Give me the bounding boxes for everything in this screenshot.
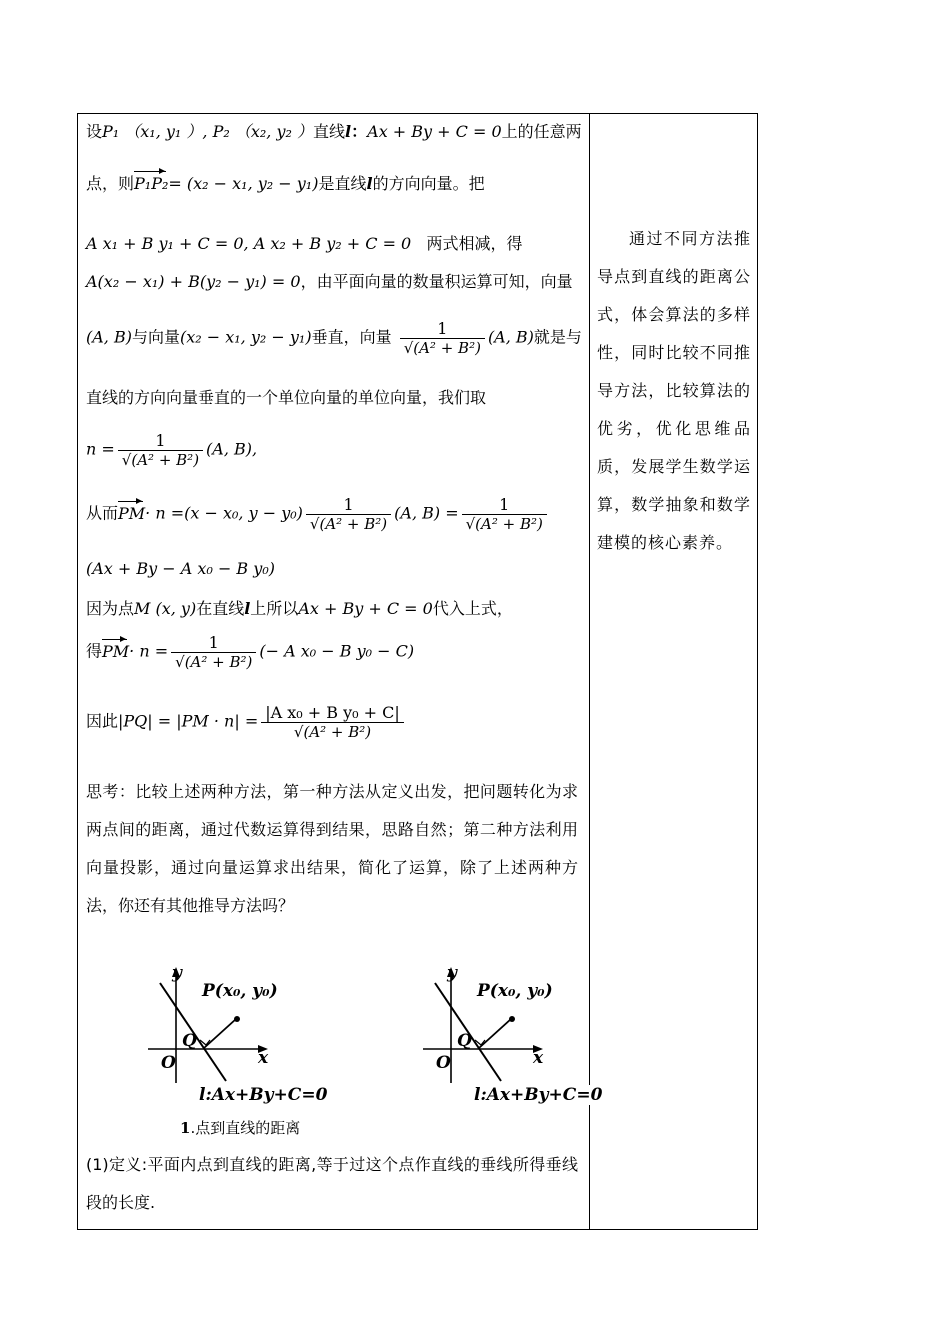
line-11: 得PM· n = $\frac{1}{\text{√(A² + B²)}}$ (− A x₀ − B y₀ − C) [86, 633, 415, 671]
fraction: $\frac{1}{\text{√(A² + B²)}}$ [462, 495, 547, 533]
right-column [597, 220, 751, 562]
fraction: $\frac{1}{\text{√(A² + B²)}}$ [118, 431, 203, 469]
line-3: A x₁ + B y₁ + C = 0, A x₂ + B y₂ + C = 0 两式相减，得 [86, 234, 523, 253]
fraction: $\frac{\text{|A x₀ + B y₀ + C|}}{\text{√(A² + B²)}}$ [261, 703, 404, 741]
perpendicular-segment [479, 1019, 511, 1048]
fig-right-q-label: Q [457, 1031, 472, 1051]
point-p [234, 1016, 240, 1022]
fig-left-line-label: l:Ax+By+C=0 [199, 1085, 328, 1105]
line-7: n = $\frac{1}{\text{√(A² + B²)}}$ (A, B), [86, 431, 258, 469]
fig-left-x-label: x [258, 1048, 269, 1068]
fig-left-q-label: Q [182, 1031, 197, 1051]
fig-right-origin-label: O [436, 1053, 451, 1073]
fig-right-y-label: y [447, 963, 457, 983]
line-5: (A, B)与向量(x₂ − x₁, y₂ − y₁)垂直，向量 $\frac{1}{\text{√(A² + B²)}}$ (A, B)就是与 [86, 319, 582, 357]
fig-left-p-label: P(x₀, y₀) [202, 981, 278, 1001]
fig-left-y-label: y [172, 963, 182, 983]
fraction: $\frac{1}{\text{√(A² + B²)}}$ [306, 495, 391, 533]
line-1: 设P₁ （x₁, y₁ ）, P₂ （x₂, y₂ ）直线l：Ax + By + C = 0上的任意两 [86, 122, 582, 141]
fig-right-p-label: P(x₀, y₀) [477, 981, 553, 1001]
line-2: 点，则P₁P₂= (x₂ − x₁, y₂ − y₁)是直线l的方向向量。把 [86, 174, 485, 193]
fraction: $\frac{1}{\text{√(A² + B²)}}$ [171, 633, 256, 671]
think-paragraph: 思考：比较上述两种方法，第一种方法从定义出发，把问题转化为求两点间的距离，通过代数运算得到结果，思路自然；第二种方法利用向量投影，通过向量运算求出结果，简化了运算，除了上述两种方法，你还有其他推导方法吗？ [86, 782, 578, 915]
perpendicular-segment [204, 1019, 236, 1048]
vector-pm: PM [118, 503, 146, 523]
line-9: (Ax + By − A x₀ − B y₀) [86, 559, 275, 578]
fig-right-x-label: x [533, 1048, 544, 1068]
fraction: $\frac{1}{\text{√(A² + B²)}}$ [400, 319, 485, 357]
point-p [509, 1016, 515, 1022]
line-10: 因为点M (x, y)在直线l上所以Ax + By + C = 0代入上式， [86, 599, 513, 618]
line-6: 直线的方向向量垂直的一个单位向量的单位向量，我们取 [86, 388, 487, 407]
vector-p1p2: P₁P₂ [134, 174, 169, 193]
line-8: 从而PM· n =(x − x₀, y − y₀) $\frac{1}{\text{√(A² + B²)}}$ (A, B) = $\frac{1}{\text{√(A² + B²)}}$ [86, 495, 550, 533]
fig-right-line-label: l:Ax+By+C=0 [474, 1085, 603, 1105]
column-divider [589, 113, 590, 1230]
line-4: A(x₂ − x₁) + B(y₂ − y₁) = 0，由平面向量的数量积运算可知，向量 [86, 272, 573, 291]
vector-pm: PM [102, 641, 130, 661]
fig-left-origin-label: O [161, 1053, 176, 1073]
definition-paragraph: (1)定义:平面内点到直线的距离,等于过这个点作直线的垂线所得垂线段的长度. [86, 1155, 578, 1212]
objective-text: 通过不同方法推导点到直线的距离公式，体会算法的多样性，同时比较不同推导方法，比较算法的优劣，优化思维品质，发展学生数学运算，数学抽象和数学建模的核心素养。 [597, 229, 751, 552]
caption: 1.点到直线的距离 [180, 1119, 301, 1137]
line-12: 因此|PQ| = |PM · n| = $\frac{\text{|A x₀ + B y₀ + C|}}{\text{√(A² + B²)}}$ [86, 703, 407, 741]
